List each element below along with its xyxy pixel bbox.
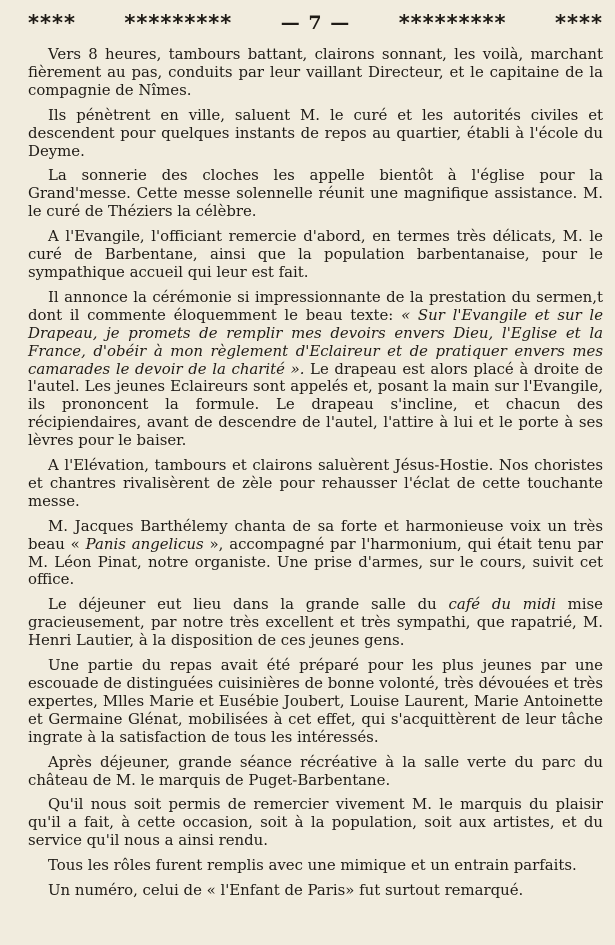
paragraph (28, 107, 603, 161)
paragraph-text: Une partie du repas avait été préparé pour les plus jeunes par une escouade de distinguées cuisinières de bonne volonté, très dévouées et très expertes, Mlles Marie et Eusébie Joubert, Louise Laurent, Marie Antoinette et Germaine Glénat, mobilisées à cet effet, qui s'acquittèrent de leur tâche ingrate à la satisfaction de tous les intéressés. (28, 656, 603, 746)
paragraph-text: Un numéro, celui de « l'Enfant de Paris» fut surtout remarqué. (48, 881, 524, 900)
paragraph (28, 754, 603, 790)
paragraph (28, 596, 603, 650)
paragraph-text: », accompagné par l'harmonium, qui était tenu par M. Léon Pinat, notre organiste. Une prise d'armes, sur le cours, suivit cet office. (28, 534, 603, 589)
italic-text: Panis angelicus (85, 534, 204, 553)
paragraph (28, 228, 603, 282)
italic-text: « Sur l'Evangile et sur le Drapeau, je promets de remplir mes devoirs envers Dieu, l'Eglise et la France, d'obéir à mon règlement d'Eclaireur et de pratiquer envers mes camarades le devoir de la charité ». (28, 305, 604, 378)
page-header (28, 8, 603, 38)
header-stars-left-2: ********* (124, 11, 233, 35)
page-number: — 7 — (280, 12, 351, 34)
paragraph (28, 518, 603, 590)
paragraph-text: mise gracieusement, par notre très excellent et très sympathi, que rapatrié, M. Henri Lautier, à la disposition de ces jeunes gens. (28, 595, 603, 650)
paragraph (28, 167, 603, 221)
paragraph (28, 289, 603, 450)
paragraph (28, 46, 603, 100)
paragraph-text: Il annonce la cérémonie si impressionnante de la prestation du sermen,t dont il commente éloquemment le beau texte: (28, 287, 603, 324)
header-stars-right-2: **** (555, 11, 603, 35)
paragraph (28, 657, 603, 747)
paragraph-text: Ils pénètrent en ville, saluent M. le curé et les autorités civiles et descendent pour quelques instants de repos au quartier, établi à l'école du Deyme. (28, 105, 603, 160)
italic-text: café du midi (448, 595, 556, 614)
paragraph-text: Qu'il nous soit permis de remercier vivement M. le marquis du plaisir qu'il a fait, à cette occasion, soit à la population, soit aux artistes, et du service qu'il nous a ainsi rendu. (28, 795, 603, 850)
paragraph-text: M. Jacques Barthélemy chanta de sa forte et harmonieuse voix un très beau « (28, 516, 603, 553)
paragraph (28, 857, 603, 875)
header-stars-left-1: **** (28, 11, 76, 35)
header-stars-right-1: ********* (398, 11, 507, 35)
paragraph-text: A l'Evangile, l'officiant remercie d'abord, en termes très délicats, M. le curé de Barbentane, ainsi que la population barbentanaise, pour le sympathique accueil qui leur est fait. (28, 227, 603, 281)
paragraph (28, 882, 603, 900)
paragraph (28, 457, 603, 511)
paragraph-text: Le déjeuner eut lieu dans la grande salle du (48, 595, 449, 614)
paragraph-text: La sonnerie des cloches les appelle bientôt à l'église pour la Grand'messe. Cette messe solennelle réunit une magnifique assistance. M. le curé de Théziers la célèbre. (28, 166, 603, 221)
paragraph-text: Tous les rôles furent remplis avec une mimique et un entrain parfaits. (48, 856, 577, 875)
paragraph-text: Le drapeau est alors placé à droite de l'autel. Les jeunes Eclaireurs sont appelés et, posant la main sur l'Evangile, ils prononcent la formule. Le drapeau s'incline, et chacun des récipiendaires, avant de descendre de l'autel, l'attire à lui et le porte à ses lèvres pour le baiser. (28, 359, 603, 450)
article-body (28, 46, 603, 900)
paragraph-text: A l'Elévation, tambours et clairons saluèrent Jésus-Hostie. Nos choristes et chantres rivalisèrent de zèle pour rehausser l'éclat de cette touchante messe. (28, 456, 603, 510)
paragraph-text: Vers 8 heures, tambours battant, clairons sonnant, les voilà, marchant fièrement au pas, conduits par leur vaillant Directeur, et le capitaine de la compagnie de Nîmes. (28, 45, 603, 99)
paragraph (28, 796, 603, 850)
paragraph-text: Après déjeuner, grande séance récréative à la salle verte du parc du château de M. le marquis de Puget-Barbentane. (28, 752, 603, 789)
